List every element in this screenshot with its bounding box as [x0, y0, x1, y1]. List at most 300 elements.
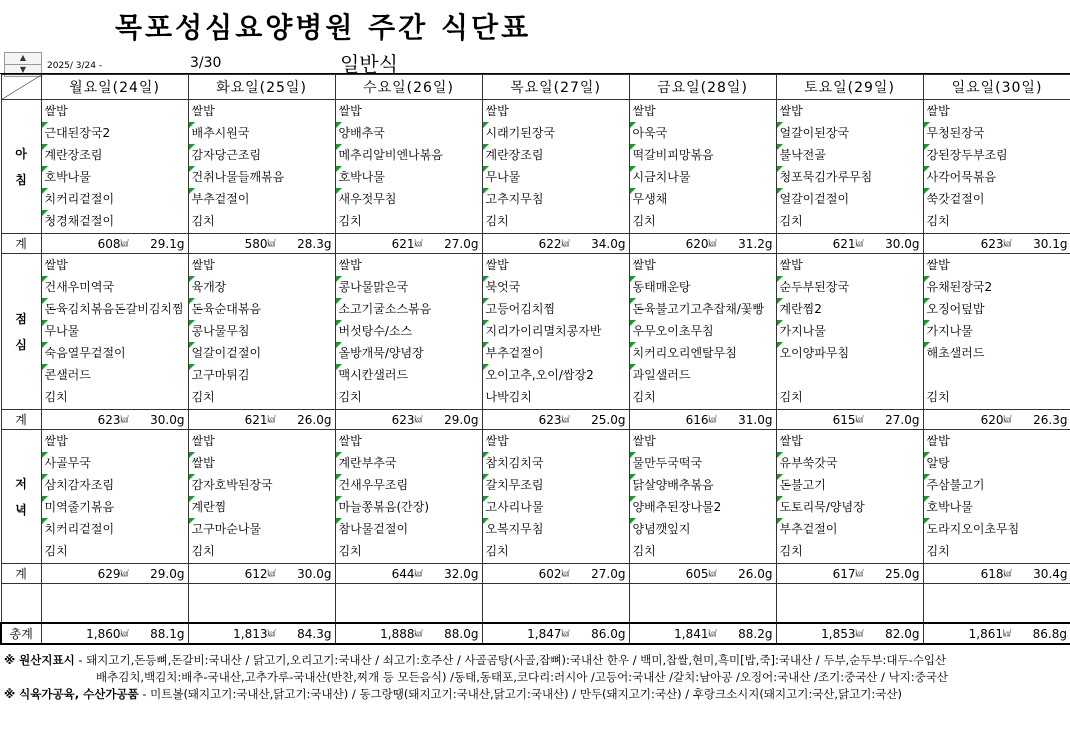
protein-value: 27.0g — [591, 566, 626, 581]
lunch-menu-cell — [188, 254, 335, 410]
menu-item: 김치 — [779, 214, 803, 228]
menu-item: 유채된장국2 — [924, 276, 1070, 298]
menu-item: 고구마순나물 — [189, 518, 335, 540]
kcal-value: 621 — [244, 412, 268, 427]
menu-item: 도라지오이초무침 — [924, 518, 1070, 540]
menu-item: 쌀밥 — [779, 104, 803, 118]
total-cell — [923, 623, 1070, 644]
menu-item: 쌀밥 — [44, 104, 68, 118]
subtotal-cell — [629, 410, 776, 430]
kcal-unit: ㎉ — [414, 239, 423, 248]
protein-value: 25.0g — [591, 412, 626, 427]
day-header: 금요일(28일) — [629, 75, 776, 100]
subtotal-values — [189, 234, 335, 253]
kcal-unit: ㎉ — [414, 629, 423, 638]
breakfast-label-char: 아 — [15, 146, 27, 161]
menu-item: 김치 — [338, 544, 362, 558]
lunch-subtotal-row — [1, 410, 1070, 430]
menu-item: 쌀밥 — [779, 258, 803, 272]
kcal-value: 602 — [538, 566, 562, 581]
empty-cell — [482, 584, 629, 624]
menu-item: 쌀밥 — [632, 104, 656, 118]
menu-item: 나박김치 — [485, 390, 532, 404]
dinner-label — [1, 430, 41, 564]
lunch-menu-cell — [41, 254, 188, 410]
menu-item — [777, 364, 923, 386]
menu-item: 고사리나물 — [483, 496, 629, 518]
menu-item: 소고기굴소스볶음 — [336, 298, 482, 320]
kcal-unit: ㎉ — [1003, 415, 1012, 424]
header-row — [1, 75, 1070, 100]
menu-item: 김치 — [632, 544, 656, 558]
kcal-unit: ㎉ — [855, 569, 864, 578]
kcal-value: 615 — [832, 412, 856, 427]
protein-value: 29.1g — [150, 236, 185, 251]
menu-item: 양배추국 — [336, 122, 482, 144]
menu-item: 알탕 — [924, 452, 1070, 474]
kcal-value: 1,861 — [968, 626, 1003, 641]
menu-item: 숙음열무겉절이 — [42, 342, 188, 364]
menu-item: 근대된장국2 — [42, 122, 188, 144]
menu-item: 양배추된장나물2 — [630, 496, 776, 518]
total-values — [924, 624, 1070, 643]
date-to: 3/30 — [190, 55, 222, 71]
lunch-label-char: 점 — [15, 311, 27, 326]
kcal-value: 620 — [685, 236, 709, 251]
menu-item: 마늘쫑볶음(간장) — [336, 496, 482, 518]
subtotal-cell — [776, 234, 923, 254]
menu-item: 김치 — [191, 214, 215, 228]
kcal-unit: ㎉ — [855, 415, 864, 424]
menu-item: 돈불고기 — [777, 474, 923, 496]
kcal-value: 1,813 — [233, 626, 268, 641]
kcal-unit: ㎉ — [708, 415, 717, 424]
kcal-value: 620 — [980, 412, 1004, 427]
menu-item: 쌀밥 — [485, 104, 509, 118]
menu-item: 쌀밥 — [926, 104, 950, 118]
menu-item: 참나물겉절이 — [336, 518, 482, 540]
kcal-unit: ㎉ — [267, 415, 276, 424]
subtotal-values — [777, 410, 923, 429]
day-header: 일요일(30일) — [923, 75, 1070, 100]
lunch-menu-cell — [923, 254, 1070, 410]
menu-item: 쌀밥 — [338, 258, 362, 272]
menu-item: 돈육불고기고추잡채/꽃빵 — [630, 298, 776, 320]
menu-item: 김치 — [926, 390, 950, 404]
subtotal-cell — [923, 234, 1070, 254]
notes — [4, 652, 948, 703]
menu-item: 북엇국 — [483, 276, 629, 298]
empty-cell — [923, 584, 1070, 624]
processed-note — [4, 686, 948, 703]
kcal-value: 623 — [97, 412, 121, 427]
dinner-menu-cell — [923, 430, 1070, 564]
protein-value: 88.0g — [444, 626, 479, 641]
total-values — [483, 624, 629, 643]
menu-item: 호박나물 — [42, 166, 188, 188]
menu-item: 가지나물 — [924, 320, 1070, 342]
dinner-menu-cell — [335, 430, 482, 564]
menu-item: 무생채 — [630, 188, 776, 210]
menu-item: 배추시원국 — [189, 122, 335, 144]
menu-item: 부추겉절이 — [777, 518, 923, 540]
date-from: 2025/ 3/24 - — [47, 61, 103, 71]
kcal-unit: ㎉ — [561, 239, 570, 248]
menu-item: 치커리오리엔탈무침 — [630, 342, 776, 364]
menu-item: 계란장조림 — [483, 144, 629, 166]
subtotal-label: 계 — [1, 234, 41, 254]
subtotal-values — [336, 234, 482, 253]
menu-item: 청포묵김가루무침 — [777, 166, 923, 188]
total-cell — [41, 623, 188, 644]
menu-item: 시래기된장국 — [483, 122, 629, 144]
day-header: 월요일(24일) — [41, 75, 188, 100]
spacer-row — [1, 584, 1070, 624]
subtotal-cell — [41, 234, 188, 254]
menu-item: 사골무국 — [42, 452, 188, 474]
menu-item: 호박나물 — [336, 166, 482, 188]
menu-item: 계란부추국 — [336, 452, 482, 474]
protein-value: 32.0g — [444, 566, 479, 581]
total-values — [777, 624, 923, 643]
subtotal-values — [42, 234, 188, 253]
kcal-unit: ㎉ — [855, 629, 864, 638]
menu-item: 김치 — [44, 390, 68, 404]
subtotal-values — [630, 234, 776, 253]
lunch-menu-cell — [335, 254, 482, 410]
protein-value: 28.3g — [297, 236, 332, 251]
subtotal-values — [189, 410, 335, 429]
menu-item: 오이고추,오이/쌈장2 — [483, 364, 629, 386]
menu-item: 부추겉절이 — [483, 342, 629, 364]
protein-value: 84.3g — [297, 626, 332, 641]
menu-item: 양념깻잎지 — [630, 518, 776, 540]
menu-item: 김치 — [338, 390, 362, 404]
menu-item: 삼치감자조림 — [42, 474, 188, 496]
menu-item: 무나물 — [483, 166, 629, 188]
menu-item: 부추겉절이 — [189, 188, 335, 210]
total-values — [189, 624, 335, 643]
lunch-menu-cell — [629, 254, 776, 410]
menu-item: 얼갈이된장국 — [777, 122, 923, 144]
kcal-unit: ㎉ — [1003, 629, 1011, 638]
empty-cell — [1, 584, 41, 624]
menu-item: 쌀밥 — [779, 434, 803, 448]
menu-item: 고추지무침 — [483, 188, 629, 210]
menu-item: 무나물 — [42, 320, 188, 342]
menu-item: 김치 — [44, 544, 68, 558]
protein-value: 26.0g — [738, 566, 773, 581]
menu-item — [924, 364, 1070, 386]
breakfast-menu-cell — [776, 100, 923, 234]
empty-cell — [629, 584, 776, 624]
subtotal-cell — [41, 564, 188, 584]
menu-item: 해초샐러드 — [924, 342, 1070, 364]
menu-item: 강된장두부조림 — [924, 144, 1070, 166]
subtotal-cell — [629, 564, 776, 584]
menu-item: 불낙전골 — [777, 144, 923, 166]
protein-value: 31.0g — [738, 412, 773, 427]
menu-item: 김치 — [485, 214, 509, 228]
menu-item: 고등어김치찜 — [483, 298, 629, 320]
menu-item: 청경채겉절이 — [42, 210, 188, 232]
menu-item: 물만두국떡국 — [630, 452, 776, 474]
menu-item: 김치 — [779, 390, 803, 404]
subtotal-values — [336, 564, 482, 583]
kcal-value: 644 — [391, 566, 415, 581]
menu-item: 도토리묵/양념장 — [777, 496, 923, 518]
protein-value: 29.0g — [150, 566, 185, 581]
menu-item: 얼갈이겉절이 — [777, 188, 923, 210]
subtotal-cell — [629, 234, 776, 254]
lunch-row — [1, 254, 1070, 410]
menu-item: 아욱국 — [630, 122, 776, 144]
menu-item: 김치 — [191, 544, 215, 558]
subtotal-cell — [188, 234, 335, 254]
breakfast-menu-cell — [923, 100, 1070, 234]
menu-item: 치커리겉절이 — [42, 188, 188, 210]
menu-item: 김치 — [485, 544, 509, 558]
protein-value: 86.8g — [1032, 626, 1067, 641]
menu-item: 김치 — [632, 390, 656, 404]
subtotal-label: 계 — [1, 564, 41, 584]
menu-item: 쌀밥 — [485, 258, 509, 272]
menu-item: 쌀밥 — [338, 434, 362, 448]
dinner-subtotal-row — [1, 564, 1070, 584]
menu-item: 계란찜2 — [777, 298, 923, 320]
empty-cell — [335, 584, 482, 624]
menu-item: 건취나물들깨볶음 — [189, 166, 335, 188]
menu-item: 사각어묵볶음 — [924, 166, 1070, 188]
kcal-value: 1,841 — [674, 626, 709, 641]
menu-item: 쌀밥 — [44, 434, 68, 448]
kcal-value: 612 — [244, 566, 268, 581]
empty-cell — [776, 584, 923, 624]
menu-item: 맥시칸샐러드 — [336, 364, 482, 386]
menu-item: 감자당근조림 — [189, 144, 335, 166]
kcal-value: 608 — [97, 236, 121, 251]
dinner-menu-cell — [482, 430, 629, 564]
kcal-unit: ㎉ — [708, 569, 717, 578]
menu-item: 쌀밥 — [485, 434, 509, 448]
subtotal-values — [483, 564, 629, 583]
kcal-unit: ㎉ — [120, 569, 129, 578]
breakfast-label-char: 침 — [15, 172, 27, 187]
dinner-menu-cell — [41, 430, 188, 564]
protein-value: 30.0g — [297, 566, 332, 581]
subtotal-values — [777, 564, 923, 583]
breakfast-label — [1, 100, 41, 234]
menu-item: 쌀밥 — [44, 258, 68, 272]
kcal-value: 1,860 — [86, 626, 121, 641]
menu-item: 시금치나물 — [630, 166, 776, 188]
breakfast-menu-cell — [629, 100, 776, 234]
subtotal-cell — [482, 410, 629, 430]
menu-item: 김치 — [632, 214, 656, 228]
menu-item: 건새우미역국 — [42, 276, 188, 298]
protein-value: 29.0g — [444, 412, 479, 427]
dinner-label-char: 녁 — [15, 502, 27, 517]
kcal-unit: ㎉ — [120, 629, 129, 638]
origin-line2: 배추김치,백김치:배추-국내산,고추가루-국내산(반찬,찌개 등 모든음식) /동태,동태포,코다리:러시아 /고등어:국내산 /갈치:남아공 /오징어:국내산 /조기:중국산 / 낙지:중국산 — [96, 670, 949, 684]
menu-item: 건새우무조림 — [336, 474, 482, 496]
menu-item: 김치 — [926, 214, 950, 228]
menu-item: 콘샐러드 — [42, 364, 188, 386]
menu-item: 계란장조림 — [42, 144, 188, 166]
menu-item: 올방개묵/양념장 — [336, 342, 482, 364]
kcal-value: 616 — [685, 412, 709, 427]
subtotal-values — [189, 564, 335, 583]
kcal-unit: ㎉ — [1003, 569, 1012, 578]
protein-value: 26.3g — [1033, 412, 1068, 427]
menu-item: 쌀밥 — [926, 258, 950, 272]
origin-line1: - 돼지고기,돈등뼈,돈갈비:국내산 / 닭고기,오리고기:국내산 / 쇠고기:호주산 / 사골곰탕(사골,잡뼈):국내산 한우 / 백미,찹쌀,현미,흑미[밥,죽]:국내산 / 두부,순두부:대두-수입산 — [74, 653, 947, 667]
menu-item: 버섯탕수/소스 — [336, 320, 482, 342]
kcal-value: 1,853 — [821, 626, 856, 641]
total-label: 총계 — [1, 623, 41, 644]
kcal-value: 623 — [391, 412, 415, 427]
lunch-label-char: 심 — [15, 337, 27, 352]
menu-item: 얼갈이겉절이 — [189, 342, 335, 364]
menu-item: 치커리겉절이 — [42, 518, 188, 540]
menu-item: 메추리알비엔나볶음 — [336, 144, 482, 166]
kcal-unit: ㎉ — [267, 239, 276, 248]
protein-value: 34.0g — [591, 236, 626, 251]
subtotal-cell — [188, 410, 335, 430]
kcal-value: 605 — [685, 566, 709, 581]
menu-item: 쑥갓겉절이 — [924, 188, 1070, 210]
dinner-menu-cell — [776, 430, 923, 564]
menu-item: 쌀밥 — [189, 452, 335, 474]
day-header: 수요일(26일) — [335, 75, 482, 100]
kcal-unit: ㎉ — [267, 629, 276, 638]
dinner-label-char: 저 — [15, 476, 27, 491]
protein-value: 86.0g — [591, 626, 626, 641]
menu-item: 고구마튀김 — [189, 364, 335, 386]
subtotal-values — [336, 410, 482, 429]
lunch-menu-cell — [482, 254, 629, 410]
subtotal-values — [924, 234, 1070, 253]
menu-item: 과일샐러드 — [630, 364, 776, 386]
kcal-value: 621 — [391, 236, 415, 251]
meal-type: 일반식 — [340, 52, 398, 76]
subtotal-values — [483, 410, 629, 429]
menu-item: 김치 — [779, 544, 803, 558]
dinner-menu-cell — [188, 430, 335, 564]
protein-value: 27.0g — [444, 236, 479, 251]
kcal-value: 623 — [538, 412, 562, 427]
protein-value: 88.2g — [738, 626, 773, 641]
kcal-unit: ㎉ — [708, 239, 717, 248]
kcal-value: 621 — [832, 236, 856, 251]
menu-item: 갈치무조림 — [483, 474, 629, 496]
kcal-unit: ㎉ — [120, 415, 129, 424]
protein-value: 30.1g — [1033, 236, 1068, 251]
kcal-unit: ㎉ — [414, 415, 423, 424]
menu-item: 무청된장국 — [924, 122, 1070, 144]
subtotal-cell — [335, 234, 482, 254]
kcal-value: 1,888 — [380, 626, 415, 641]
menu-item: 오복지무침 — [483, 518, 629, 540]
kcal-unit: ㎉ — [1003, 239, 1012, 248]
subtotal-label: 계 — [1, 410, 41, 430]
empty-cell — [41, 584, 188, 624]
origin-label: ※ 원산지표시 — [4, 653, 75, 667]
subtotal-cell — [335, 410, 482, 430]
total-cell — [188, 623, 335, 644]
menu-item: 동태매운탕 — [630, 276, 776, 298]
kcal-unit: ㎉ — [414, 569, 423, 578]
breakfast-menu-cell — [188, 100, 335, 234]
subtotal-cell — [482, 234, 629, 254]
menu-item: 순두부된장국 — [777, 276, 923, 298]
menu-item: 참치김치국 — [483, 452, 629, 474]
protein-value: 88.1g — [150, 626, 185, 641]
menu-item: 돈육순대볶음 — [189, 298, 335, 320]
menu-item: 계란찜 — [189, 496, 335, 518]
dinner-row — [1, 430, 1070, 564]
subtotal-values — [924, 564, 1070, 583]
kcal-unit: ㎉ — [561, 629, 570, 638]
menu-item: 유부쑥갓국 — [777, 452, 923, 474]
breakfast-menu-cell — [482, 100, 629, 234]
kcal-unit: ㎉ — [120, 239, 129, 248]
kcal-value: 623 — [980, 236, 1004, 251]
kcal-unit: ㎉ — [708, 629, 717, 638]
protein-value: 30.0g — [885, 236, 920, 251]
protein-value: 82.0g — [885, 626, 920, 641]
menu-item: 콩나물무침 — [189, 320, 335, 342]
day-header: 목요일(27일) — [482, 75, 629, 100]
origin-note — [4, 652, 948, 669]
subtotal-values — [630, 410, 776, 429]
spin-down-button[interactable]: ▼ — [4, 64, 42, 77]
menu-item: 돈육김치볶음돈갈비김치찜 — [42, 298, 188, 320]
breakfast-menu-cell — [41, 100, 188, 234]
dinner-menu-cell — [629, 430, 776, 564]
menu-table — [0, 74, 1070, 645]
subtotal-cell — [335, 564, 482, 584]
page-title: 목포성심요양병원 주간 식단표 — [115, 11, 532, 44]
menu-item: 감자호박된장국 — [189, 474, 335, 496]
menu-item: 김치 — [338, 214, 362, 228]
protein-value: 31.2g — [738, 236, 773, 251]
breakfast-row — [1, 100, 1070, 234]
spin-up-button[interactable]: ▲ — [4, 52, 42, 65]
processed-label: ※ 식육가공육, 수산가공품 — [4, 687, 139, 701]
total-values — [336, 624, 482, 643]
menu-item: 오이양파무침 — [777, 342, 923, 364]
protein-value: 25.0g — [885, 566, 920, 581]
protein-value: 27.0g — [885, 412, 920, 427]
menu-item: 쌀밥 — [191, 434, 215, 448]
breakfast-menu-cell — [335, 100, 482, 234]
kcal-value: 1,847 — [527, 626, 562, 641]
subtotal-values — [777, 234, 923, 253]
menu-item: 미역줄기볶음 — [42, 496, 188, 518]
total-cell — [335, 623, 482, 644]
subtotal-values — [42, 564, 188, 583]
lunch-menu-cell — [776, 254, 923, 410]
subtotal-cell — [41, 410, 188, 430]
menu-item: 가지나물 — [777, 320, 923, 342]
total-row — [1, 623, 1070, 644]
kcal-value: 580 — [244, 236, 268, 251]
menu-item: 김치 — [191, 390, 215, 404]
subtotal-cell — [923, 564, 1070, 584]
lunch-label — [1, 254, 41, 410]
menu-item: 우무오이초무침 — [630, 320, 776, 342]
